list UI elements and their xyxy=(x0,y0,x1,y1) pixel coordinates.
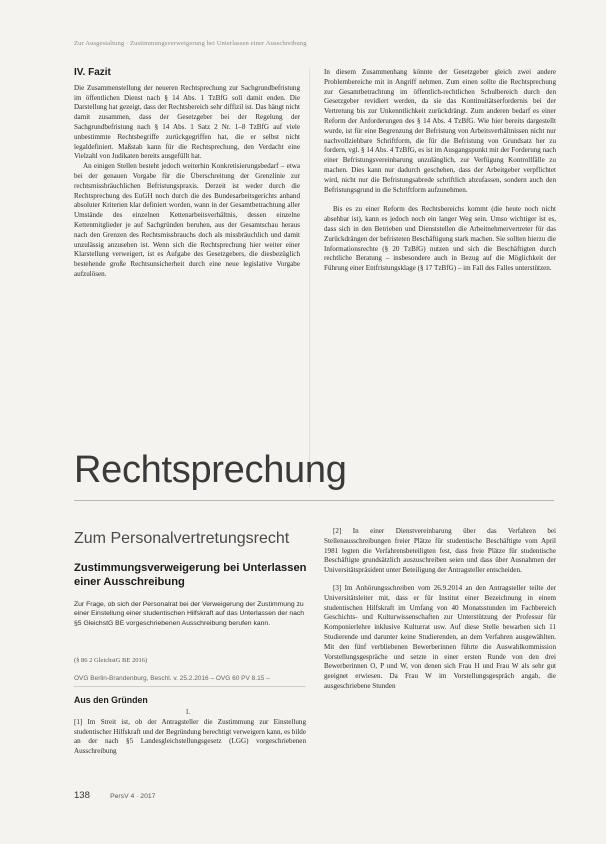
right-column-top xyxy=(324,68,556,274)
norm-reference: (§ 86 2 GleichstG BE 2016) xyxy=(74,657,148,664)
section-heading-fazit: IV. Fazit xyxy=(74,67,111,78)
roman-numeral: I. xyxy=(186,708,191,716)
reasons-heading: Aus den Gründen xyxy=(74,695,148,705)
left-column-top xyxy=(74,68,300,280)
paragraph: [3] Im Anhörungsschreiben vom 26.9.2014 an den Antragsteller teilte der Universitätsleiter mit, dass er für Institut einer Bezeichnung in einem studentischen Hilfskraft im Umfang von 40 Monatsstunden im Fachbereich Geschichts- und Kulturwissenschaften zur Unterstützung der Professur für Komponierlehre inklusive Kulturrat usw. Auf diese Stelle bewarben sich 11 Studierende und darunter keine Studierenden, an dem Verfahren ausgewählten. Mit den fünf verbliebenen Bewerberinnen führte die Auswahlkommission Vorstellungsgespräche und setzte in einer ersten Runde von den drei Bewerberinnen O, P und W, von denen sich Frau H und Frau W als sehr gut geeignet erwiesen. Da Frau W im Vorstellungsgespräch angab, die ausgeschriebene Stunden xyxy=(324,583,556,690)
subsection-title: Zum Personalvertretungsrecht xyxy=(74,530,290,547)
section-title: Rechtsprechung xyxy=(74,449,347,491)
headnote: Zur Frage, ob sich der Personalrat bei der Verweigerung der Zustimmung zu einer Einstellung einer studentischen Hilfskraft auf das Unterlassen der nach §5 GleichstG BE vorgeschriebenen Ausschreibung berufen kann. xyxy=(74,601,305,627)
paragraph: In diesem Zusammenhang könnte der Gesetzgeber gleich zwei andere Problembereiche mit in Angriff nehmen. Zum einen sollte die Rechtsprechung zur Gesamtbetrachtung im öffentlich-rechtlichen Schulbereich durch den Gesetzgeber revidiert werden, da sie das Kontinuitätserfordernis bei der Vertretung bis zur Unkenntlichkeit zurückdrängt. Zum anderen bedarf es einer Reform der Anforderungen des § 14 Abs. 4 TzBfG. Wie hier bereits dargestellt wurde, ist für eine Begrenzung der Befristung von Arbeitsverhältnissen nicht nur nachvollziehbare Schriftform, die für die Befristung von Grundsatz her zu fordern, vgl. § 14 Abs. 4 TzBfG, es ist im Ausgangspunkt mit der Forderung nach einer Befristungsvereinbarung unzulänglich, zur Verfügung Kontrollfälle zu machen. Dies kann nur dadurch geschehen, dass der Arbeitgeber verpflichtet wird, nicht nur die Befristungsabrede schriftlich abzufassen, sondern auch den Befristungsgrund in die Schriftform aufzunehmen. xyxy=(324,68,556,194)
page-number: 138 xyxy=(74,790,90,801)
paragraph: Die Zusammenstellung der neueren Rechtsprechung zur Sachgrundbefristung im öffentlichen Dienst nach § 14 Abs. 1 TzBfG soll damit enden. Die Darstellung hat gezeigt, dass der Rechtsbereich sehr diffizil ist. Das hängt nicht damit zusammen, dass der Gesetzgeber bei der Regelung der Sachgrundbefristung nach § 14 Abs. 1 Satz 2 Nr. 1–8 TzBfG auf viele unbestimmte Rechtsbegriffe zurückgegriffen hat, die er selbst nicht legaldefiniert. Maßstab kann für die Rechtsprechung, den Verdacht eine Vielzahl von Judikaten bereits ausgefüllt hat. xyxy=(74,83,300,161)
journal-name: PersV 4 · 2017 xyxy=(110,793,156,800)
reasons-paragraph: [1] Im Streit ist, ob der Antragsteller die Zustimmung zur Einstellung studentischer Hilfskraft und der Begründung berechtigt verweigern kann, es bilde an der nach §5 Landesgleichstellungsgesetz (LGG) vorgeschriebenen Ausschreibung xyxy=(74,718,306,755)
page-footer xyxy=(74,790,155,801)
running-head: Zur Ausgestaltung · Zustimmungsverweigerung bei Unterlassen einer Ausschreibung xyxy=(74,40,307,47)
paragraph: Bis es zu einer Reform des Rechtsbereichs kommt (die heute noch nicht absehbar ist), kann es jedoch noch ein langer Weg sein. Umso wichtiger ist es, dass sich in den Betrieben und Dienststellen die Arbeitnehmervertreter für das Zurückdrängen der befristeten Beschäftigung stark machen. Sie sollten hierzu die Informationsrechte (§ 20 TzBfG) nutzen und sich die Beschäftigten durch rechtliche Beratung – insbesondere auch in Bezug auf die Möglichkeit der Führung einer Entfristungsklage (§ 17 TzBfG) – im Fall des Falles unterstützen. xyxy=(324,205,556,273)
paragraph: [2] In einer Dienstvereinbarung über das Verfahren bei Stellenausschreibungen freier Plätze für studentische Beschäftigte vom April 1981 legten die Verfahrensbeteiligten fest, dass freie Plätze für studentische Beschäftigte grundsätzlich auszuschreiben seien und dass über Ausnahmen der Universitätspräsident unter Beteiligung der Antragsteller entscheiden. xyxy=(324,527,556,575)
case-title: Zustimmungsverweigerung bei Unterlassen einer Ausschreibung xyxy=(74,562,307,588)
right-column-bottom xyxy=(324,527,556,692)
paragraph: An einigen Stellen besteht jedoch weiterhin Konkretisierungsbedarf – etwa bei der genauen Vorgabe für die Überschreitung der Grenzlinie zur rechtsmissbräuchlichen Befristungspraxis. Derzeit ist weder durch die Rechtsprechung des EuGH noch durch die des Bundesarbeitsgerichts anhand absoluter Kriterien klar definiert worden, wann in der Gesamtbetrachtung aller Umstände des einzelnen Kettenarbeitsverhältnis, dessen einzelne Kettenmitglieder je auf Sachgründen beruhen, aus der Gesamtschau heraus nach den Grenzen des Rechtsmissbrauchs doch als missbräuchlich und damit unzulässig anzusehen ist. Wenn sich die Rechtsprechung hier weiter einer Klarstellung verweigert, ist es Aufgabe des Gesetzgebers, die diesbezüglich bestehende große Rechtsunsicherheit durch eine neue legislative Vorgabe aufzulösen. xyxy=(74,162,300,278)
column-divider xyxy=(309,68,310,488)
title-rule xyxy=(74,500,554,501)
court-citation: OVG Berlin-Brandenburg, Beschl. v. 25.2.2016 – OVG 60 PV 8.15 – xyxy=(74,675,306,687)
